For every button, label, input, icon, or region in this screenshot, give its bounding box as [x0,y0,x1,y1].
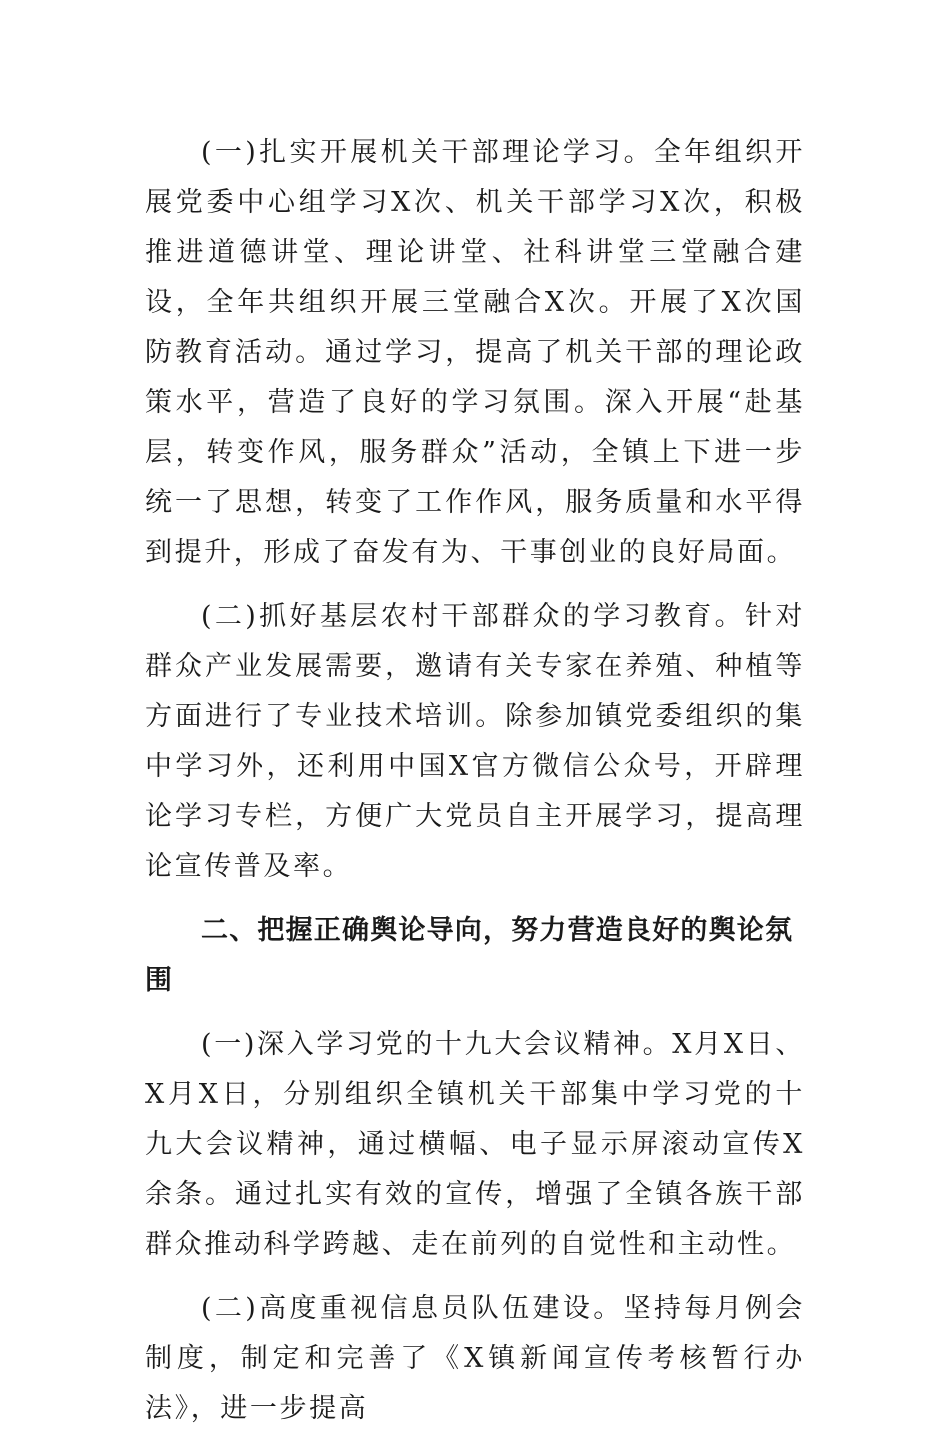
body-paragraph: (一)深入学习党的十九大会议精神。X月X日、X月X日，分别组织全镇机关干部集中学习党的十九大会议精神，通过横幅、电子显示屏滚动宣传X余条。通过扎实有效的宣传，增强了全镇各族干部群众推动科学跨越、走在前列的自觉性和主动性。 [145,1029,805,1260]
document-body [145,128,805,1434]
body-paragraph: (一)扎实开展机关干部理论学习。全年组织开展党委中心组学习X次、机关干部学习X次，积极推进道德讲堂、理论讲堂、社科讲堂三堂融合建设，全年共组织开展三堂融合X次。开展了X次国防教育活动。通过学习，提高了机关干部的理论政策水平，营造了良好的学习氛围。深入开展“赴基层，转变作风，服务群众”活动，全镇上下进一步统一了思想，转变了工作作风，服务质量和水平得到提升，形成了奋发有为、干事创业的良好局面。 [145,137,805,568]
section-heading: 二、把握正确舆论导向，努力营造良好的舆论氛围 [145,915,794,996]
body-paragraph: (二)抓好基层农村干部群众的学习教育。针对群众产业发展需要，邀请有关专家在养殖、种植等方面进行了专业技术培训。除参加镇党委组织的集中学习外，还利用中国X官方微信公众号，开辟理论学习专栏，方便广大党员自主开展学习，提高理论宣传普及率。 [145,601,805,882]
body-paragraph: (二)高度重视信息员队伍建设。坚持每月例会制度，制定和完善了《X镇新闻宣传考核暂行办法》，进一步提高 [145,1293,805,1424]
